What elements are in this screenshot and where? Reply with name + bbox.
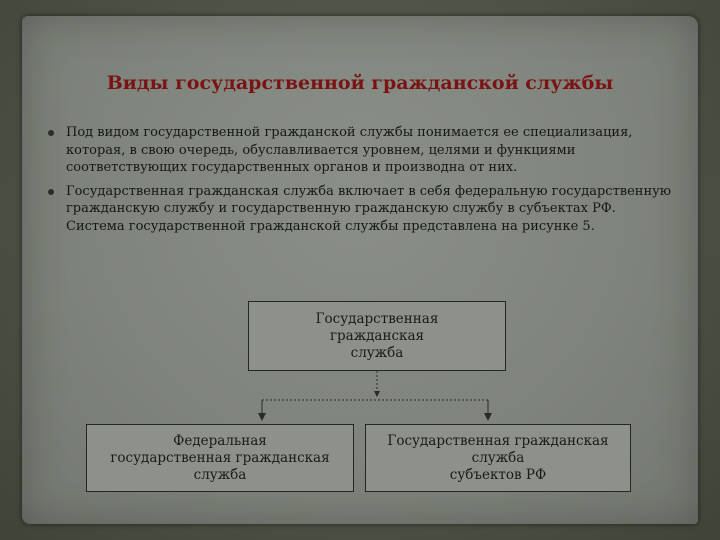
arrow-down-icon: [374, 391, 380, 397]
bullet-text: Под видом государственной гражданской службы понимается ее специализация, которая, в свою очередь, обуславливается уровнем, целями и функциями соответствующих государственных органов и производна от них.: [66, 125, 633, 175]
arrow-down-icon: [484, 413, 492, 421]
box-label: Государственная гражданская служба субъектов РФ: [387, 432, 609, 483]
box-federal-service: [86, 424, 354, 492]
box-label: Государственная гражданская служба: [315, 310, 439, 361]
box-label: Федеральная государственная гражданская служба: [110, 432, 330, 483]
slide-title: Виды государственной гражданской службы: [106, 72, 614, 94]
arrow-down-icon: [258, 413, 266, 421]
box-state-civil-service: [248, 301, 506, 371]
bullet-text: Государственная гражданская служба включает в себя федеральную государственную гражданскую службу и государственную гражданскую службу в субъектах РФ. Система государственной гражданской службы представлена на рисунке 5.: [66, 183, 672, 234]
box-regional-service: [365, 424, 631, 492]
